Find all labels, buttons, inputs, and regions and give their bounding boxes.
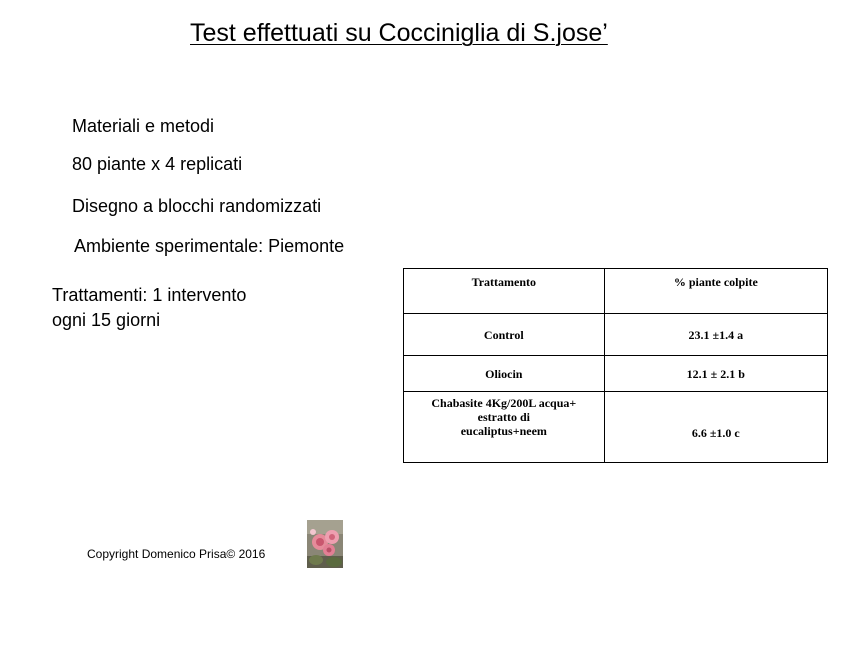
slide-title: Test effettuati su Cocciniglia di S.jose’ (190, 19, 608, 47)
cell-value: 23.1 ±1.4 a (604, 314, 827, 356)
header-percent: % piante colpite (604, 269, 827, 314)
table-row (404, 356, 828, 392)
table-row (404, 314, 828, 356)
cell-treatment: Control (404, 314, 605, 356)
cell-treatment-line: Chabasite 4Kg/200L acqua+ (431, 396, 577, 410)
flower-photo-icon (307, 520, 343, 568)
table-header-row (404, 269, 828, 314)
copyright-text: Copyright Domenico Prisa© 2016 (87, 547, 266, 561)
cell-value: 12.1 ± 2.1 b (604, 356, 827, 392)
header-treatment: Trattamento (404, 269, 605, 314)
table-row (404, 392, 828, 463)
environment-text: Ambiente sperimentale: Piemonte (74, 236, 345, 256)
results-table (403, 268, 828, 463)
treatments-line-2: ogni 15 giorni (52, 310, 161, 330)
treatments-line-1: Trattamenti: 1 intervento (52, 285, 247, 305)
cell-treatment (404, 392, 605, 463)
plants-text: 80 piante x 4 replicati (72, 154, 243, 174)
cell-value: 6.6 ±1.0 c (604, 392, 827, 463)
cell-treatment: Oliocin (404, 356, 605, 392)
design-text: Disegno a blocchi randomizzati (72, 196, 322, 216)
methods-heading: Materiali e metodi (72, 116, 215, 136)
treatments-text (52, 283, 312, 333)
cell-treatment-line: estratto di (477, 410, 530, 424)
cell-treatment-line: eucaliptus+neem (460, 424, 547, 438)
